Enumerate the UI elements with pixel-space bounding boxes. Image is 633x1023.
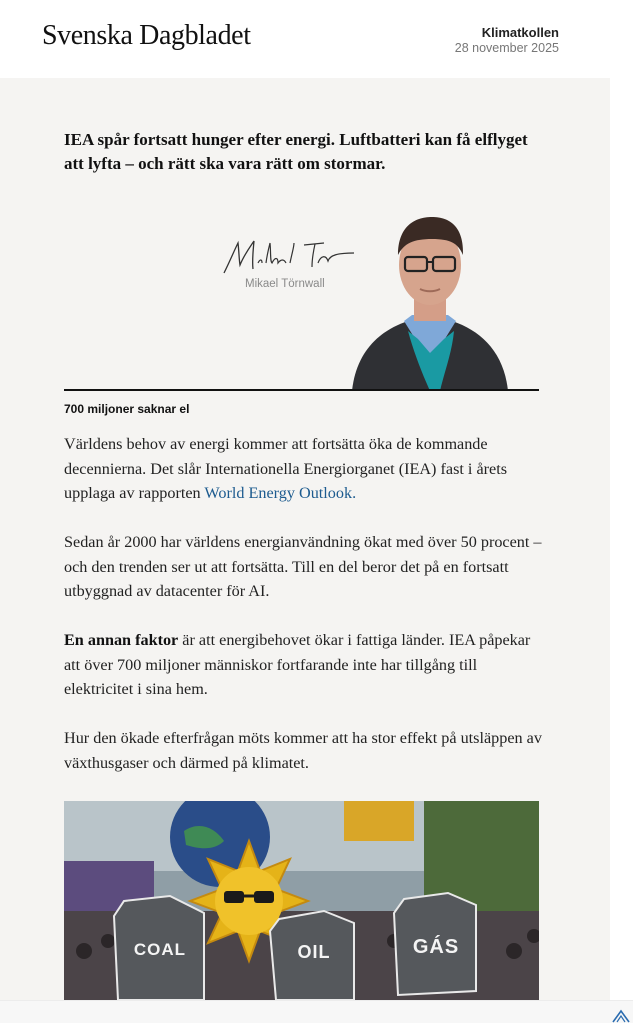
bottom-bar <box>0 1000 633 1023</box>
protest-photo-illustration <box>64 801 539 1000</box>
coal-sign-text: COAL <box>133 940 187 959</box>
section-divider <box>64 389 539 391</box>
site-logo[interactable]: Svenska Dagbladet <box>42 20 251 51</box>
report-link[interactable]: World Energy Outlook. <box>204 484 357 502</box>
paragraph-3-lead: En annan faktor <box>64 631 179 649</box>
newsletter-header <box>0 0 633 78</box>
gas-sign-text: GÁS <box>412 936 460 958</box>
paragraph-3: En annan faktor är att energibehovet ökar i fattiga länder. IEA påpekar att över 700 miljoner människor fortfarande inte har tillgång till elektricitet i sina hem. <box>64 631 531 698</box>
paragraph-4: Hur den ökade efterfrågan möts kommer att ha stor effekt på utsläppen av växthusgaser och därmed på klimatet. <box>64 729 542 772</box>
section-kicker: 700 miljoner saknar el <box>64 402 190 416</box>
article-ingress: IEA spår fortsatt hunger efter energi. Luftbatteri kan få elflyget att lyfta – och rätt ska vara rätt om stormar. <box>64 130 528 173</box>
author-byline <box>64 205 539 391</box>
author-portrait <box>348 213 512 391</box>
paragraph-2: Sedan år 2000 har världens energianvändning ökat med över 50 procent – och den trenden ser ut att fortsätta. Till en del beror det på en fortsatt utbyggnad av datacenter för AI. <box>64 533 542 600</box>
share-icon[interactable] <box>609 1005 633 1023</box>
publish-date: 28 november 2025 <box>454 41 559 55</box>
oil-sign-text: OIL <box>297 942 331 962</box>
section-name: Klimatkollen <box>481 25 559 40</box>
newsletter-meta <box>455 25 559 56</box>
paragraph-1: Världens behov av energi kommer att fortsätta öka de kommande decennierna. Det slår Internationella Energiorganet (IEA) fast i årets upplaga av rapporten World Energy Outlook. <box>64 435 508 502</box>
article-body <box>64 432 542 800</box>
article-photo <box>64 801 539 1000</box>
author-signature <box>220 233 356 277</box>
author-name: Mikael Törnwall <box>245 278 325 290</box>
